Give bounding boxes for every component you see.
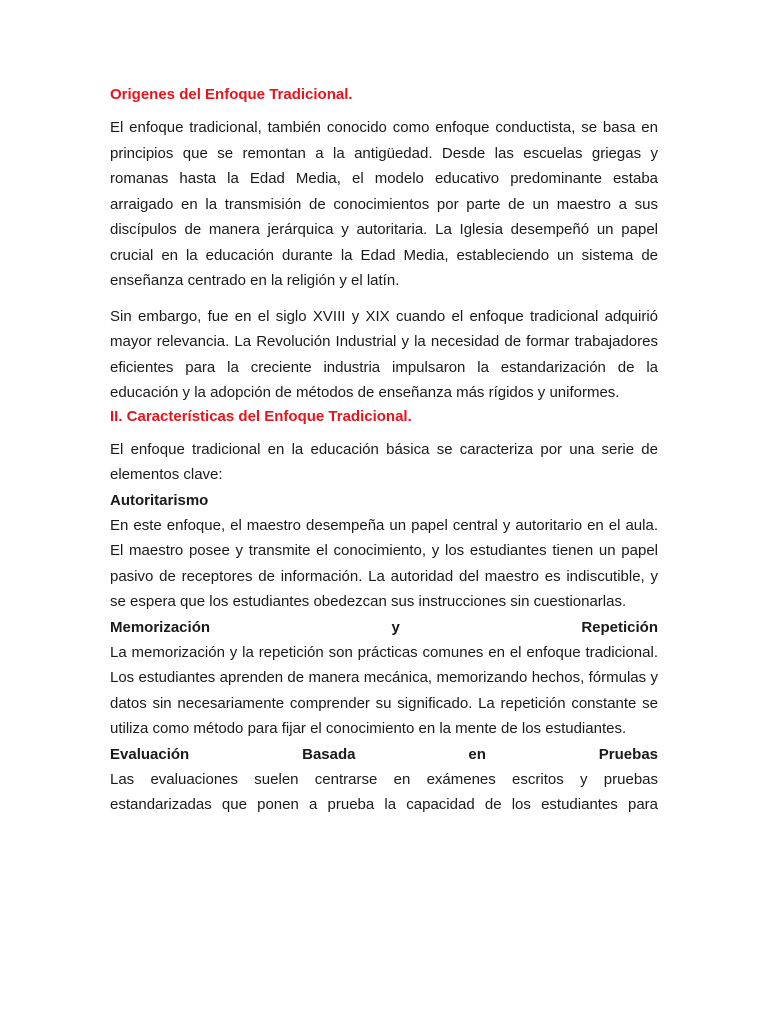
subheading-autoritarismo: Autoritarismo [110,491,209,509]
paragraph-memorizacion: La memorización y la repetición son prácticas comunes en el enfoque tradicional. Los estudiantes aprenden de manera mecánica, memorizando hechos, fórmulas y datos sin necesariamente comprender su significado. La repetición constante se utiliza como método para fijar el conocimiento en la mente de los estudiantes. [110,643,658,737]
paragraph-evaluacion: Las evaluaciones suelen centrarse en exámenes escritos y pruebas estandarizadas que ponen a prueba la capacidad de los estudiantes para [110,770,658,813]
paragraph-origenes-1: El enfoque tradicional, también conocido como enfoque conductista, se basa en principios que se remontan a la antigüedad. Desde las escuelas griegas y romanas hasta la Edad Media, el modelo educativo predominante estaba arraigado en la transmisión de conocimientos por parte de un maestro a sus discípulos de manera jerárquica y autoritaria. La Iglesia desempeñó un papel crucial en la educación durante la Edad Media, estableciendo un sistema de enseñanza centrado en la religión y el latín. [110,119,658,289]
heading-origenes: Origenes del Enfoque Tradicional. [110,86,353,103]
subheading-memorizacion: Memorización y Repetición [110,618,658,636]
subheading-evaluacion: Evaluación Basada en Pruebas [110,745,658,763]
paragraph-autoritarismo: En este enfoque, el maestro desempeña un papel central y autoritario en el aula. El maestro posee y transmite el conocimiento, y los estudiantes tienen un papel pasivo de receptores de información. La autoridad del maestro es indiscutible, y se espera que los estudiantes obedezcan sus instrucciones sin cuestionarlas. [110,516,658,610]
paragraph-origenes-2: Sin embargo, fue en el siglo XVIII y XIX cuando el enfoque tradicional adquirió mayor relevancia. La Revolución Industrial y la necesidad de formar trabajadores eficientes para la creciente industria impulsaron la estandarización de la educación y la adopción de métodos de enseñanza más rígidos y uniformes. [110,307,658,401]
paragraph-caracteristicas-intro: El enfoque tradicional en la educación básica se caracteriza por una serie de elementos clave: [110,440,658,483]
heading-caracteristicas: II. Características del Enfoque Tradicional. [110,407,412,425]
document-page [110,84,658,818]
